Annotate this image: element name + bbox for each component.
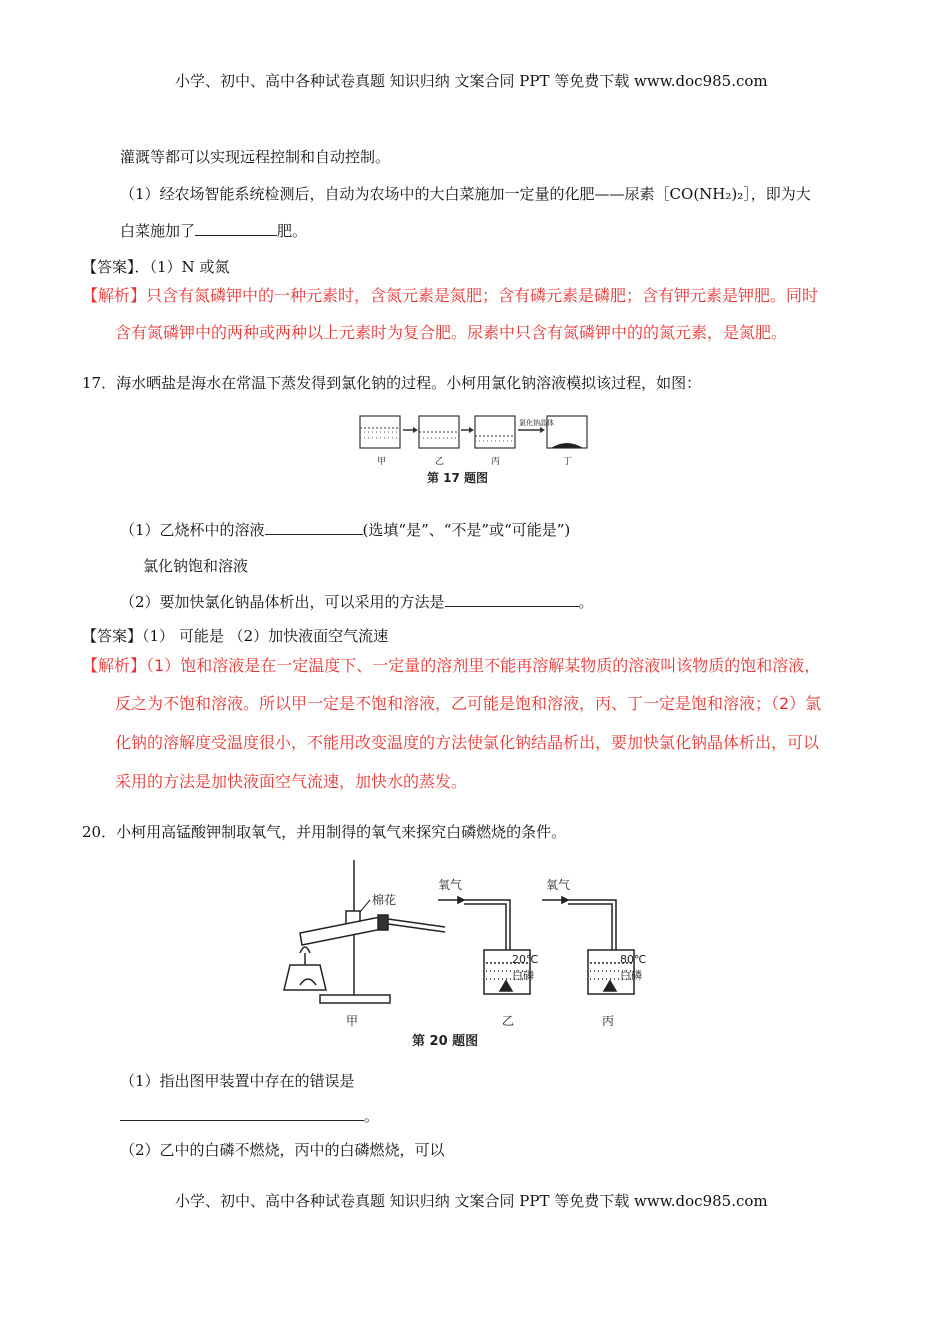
q16-answer: [82, 257, 229, 277]
arrow-label: 氯化钠晶体: [519, 419, 554, 427]
q17-part2-b: 。: [578, 593, 594, 611]
q16-analysis-line2: 含有氮磷钾中的两种或两种以上元素时为复合肥。尿素中只含有氮磷钾中的的氮元素，是氮肥。: [115, 323, 788, 342]
q17-answer-blank-1[interactable]: [265, 520, 363, 535]
q16-answer-text: （1）N 或氮: [149, 258, 230, 276]
label-jia: 甲: [346, 1014, 359, 1028]
q17-stem: 17．海水晒盐是海水在常温下蒸发得到氯化钠的过程。小柯用氯化钠溶液模拟该过程，如图：: [82, 374, 702, 392]
q16-part1-line2-b: 肥。: [277, 222, 308, 240]
label-phosphorus-1: 白磷: [512, 969, 534, 982]
q17-part2-a: （2）要加快氯化钠晶体析出，可以采用的方法是: [120, 593, 445, 611]
page-header: 小学、初中、高中各种试卷真题 知识归纳 文案合同 PPT 等免费下载 www.doc985.com: [175, 72, 768, 90]
q17-part2: [120, 592, 594, 612]
q20-stem: 20．小柯用高锰酸钾制取氧气，并用制得的氧气来探究白磷燃烧的条件。: [82, 823, 567, 841]
label-oxygen-1: 氧气: [438, 878, 463, 892]
label-cotton: 棉花: [372, 893, 397, 907]
q20-part1-end: 。: [364, 1107, 380, 1125]
q17-figure: [355, 408, 595, 488]
arrow-3-head: [540, 427, 545, 433]
beaker-yi: [419, 416, 459, 448]
q17-part1-a: （1）乙烧杯中的溶液: [120, 521, 265, 539]
q17-analysis-line2: 反之为不饱和溶液。所以甲一定是不饱和溶液，乙可能是饱和溶液，丙、丁一定是饱和溶液；（2）氯: [115, 694, 822, 713]
q20-caption: 第 20 题图: [412, 1034, 479, 1049]
label-yi: 乙: [435, 457, 445, 467]
label-yi: 乙: [502, 1014, 515, 1028]
q16-answer-label: 【答案】．: [82, 258, 150, 276]
label-bing: 丙: [602, 1014, 615, 1028]
q17-answer-text: （1） 可能是 （2）加快液面空气流速: [142, 627, 389, 645]
label-temp-1: 20℃: [512, 953, 539, 966]
q17-analysis-line3: 化钠的溶解度受温度很小，不能用改变温度的方法使氯化钠结晶析出，要加快氯化钠晶体析出，可以: [115, 733, 820, 752]
q17-part1-b: (选填“是”、“不是”或“可能是”): [362, 521, 571, 539]
q17-analysis-line1: [82, 655, 820, 677]
q16-analysis-label: 【解析】: [82, 286, 147, 305]
label-jia: 甲: [377, 457, 387, 467]
q16-answer-blank[interactable]: [195, 221, 277, 236]
q20-part2: （2）乙中的白磷不燃烧，丙中的白磷燃烧，可以: [120, 1141, 445, 1159]
beaker-bing: [475, 416, 515, 448]
beaker-jia: [360, 416, 400, 448]
arrow-2-head: [469, 427, 474, 433]
q16-part1-line2: [120, 221, 307, 241]
q17-analysis-text1: （1）饱和溶液是在一定温度下、一定量的溶剂里不能再溶解某物质的溶液叫该物质的饱和溶液，: [146, 656, 821, 675]
apparatus-jia: [284, 860, 445, 1003]
q17-analysis-line4: 采用的方法是加快液面空气流速，加快水的蒸发。: [115, 772, 468, 791]
q17-part1-line1: [120, 520, 570, 540]
label-bing: 丙: [491, 457, 501, 467]
q16-analysis-line1: [82, 285, 818, 307]
q20-part1-blank-line: [120, 1106, 379, 1126]
cotton-pointer: [360, 900, 370, 912]
q20-figure: [280, 855, 680, 1060]
q16-part1-line1: （1）经农场智能系统检测后，自动为农场中的大白菜施加一定量的化肥——尿素［CO(NH₂)₂］，即为大: [120, 185, 811, 203]
label-phosphorus-2: 白磷: [620, 969, 642, 982]
q16-analysis-text1: 只含有氮磷钾中的一种元素时，含氮元素是氮肥；含有磷元素是磷肥；含有钾元素是钾肥。同时: [146, 286, 819, 305]
q20-answer-blank-1[interactable]: [120, 1106, 364, 1121]
label-oxygen-2: 氧气: [546, 878, 571, 892]
label-ding: 丁: [563, 457, 573, 467]
q20-part1: （1）指出图甲装置中存在的错误是: [120, 1072, 355, 1090]
q17-answer: [82, 626, 388, 646]
label-temp-2: 80℃: [620, 953, 647, 966]
q16-part1-line2-a: 白菜施加了: [120, 222, 196, 240]
arrow-1-head: [413, 427, 418, 433]
page-footer: 小学、初中、高中各种试卷真题 知识归纳 文案合同 PPT 等免费下载 www.doc985.com: [175, 1192, 768, 1210]
q17-part1-c: 氯化钠饱和溶液: [143, 557, 249, 575]
q17-caption: 第 17 题图: [427, 471, 489, 485]
q17-answer-blank-2[interactable]: [445, 592, 579, 607]
q17-answer-label: 【答案】: [82, 627, 143, 645]
q16-intro-tail: 灌溉等都可以实现远程控制和自动控制。: [120, 148, 391, 166]
q17-analysis-label: 【解析】: [82, 656, 147, 675]
